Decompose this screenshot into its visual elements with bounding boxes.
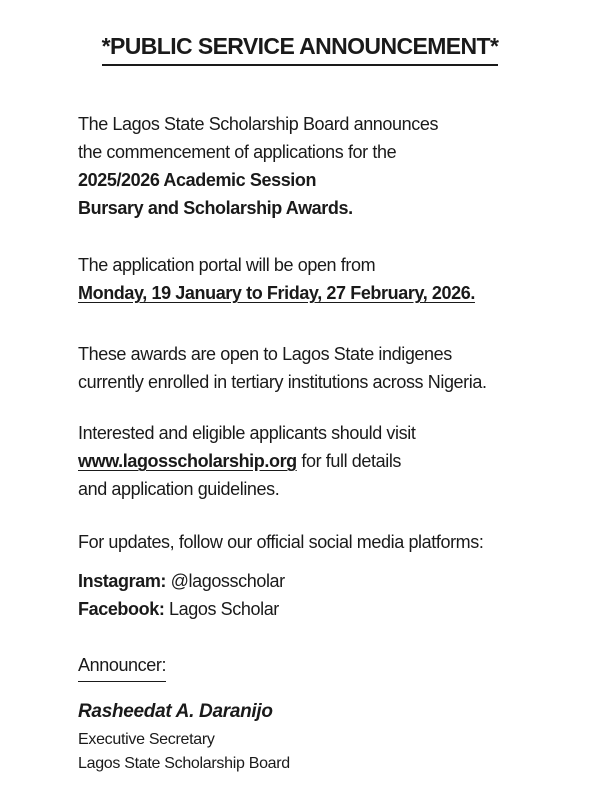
facebook-label: Facebook: — [78, 599, 165, 619]
eligibility-paragraph — [78, 340, 560, 396]
portal-line-1: The application portal will be open from — [78, 255, 376, 275]
intro-line-1: The Lagos State Scholarship Board announces — [78, 114, 439, 134]
apply-line-2: and application guidelines. — [78, 479, 280, 499]
announcer-name: Rasheedat A. Daranijo — [78, 701, 273, 722]
social-intro — [78, 528, 560, 556]
portal-paragraph — [78, 251, 560, 307]
instagram-handle: @lagosscholar — [166, 571, 285, 591]
awards-name: Bursary and Scholarship Awards. — [78, 198, 353, 218]
apply-url-suffix: for full details — [296, 451, 402, 471]
social-intro-text: For updates, follow our official social media platforms: — [78, 532, 484, 552]
announcer-role: Executive Secretary — [78, 731, 215, 748]
portal-dates: Monday, 19 January to Friday, 27 February, 2026. — [78, 283, 475, 303]
intro-paragraph — [78, 110, 560, 222]
announcer-organization: Lagos State Scholarship Board — [78, 755, 290, 772]
website-url: www.lagosscholarship.org — [78, 451, 297, 471]
instagram-label: Instagram: — [78, 571, 167, 591]
eligibility-line-2: currently enrolled in tertiary institutions across Nigeria. — [78, 372, 487, 392]
intro-line-2: the commencement of applications for the — [78, 142, 397, 162]
apply-line-1: Interested and eligible applicants should visit — [78, 423, 416, 443]
announcer-label: Announcer: — [78, 651, 166, 682]
academic-session: 2025/2026 Academic Session — [78, 170, 317, 190]
facebook-handle: Lagos Scholar — [164, 599, 279, 619]
apply-paragraph — [78, 419, 560, 503]
signature-block — [78, 699, 560, 776]
page-title-text: *PUBLIC SERVICE ANNOUNCEMENT* — [102, 33, 499, 66]
announcer-heading — [78, 651, 560, 682]
social-handles — [78, 567, 560, 623]
eligibility-line-1: These awards are open to Lagos State indigenes — [78, 344, 452, 364]
announcement-body — [78, 110, 560, 776]
page-title — [0, 33, 600, 66]
